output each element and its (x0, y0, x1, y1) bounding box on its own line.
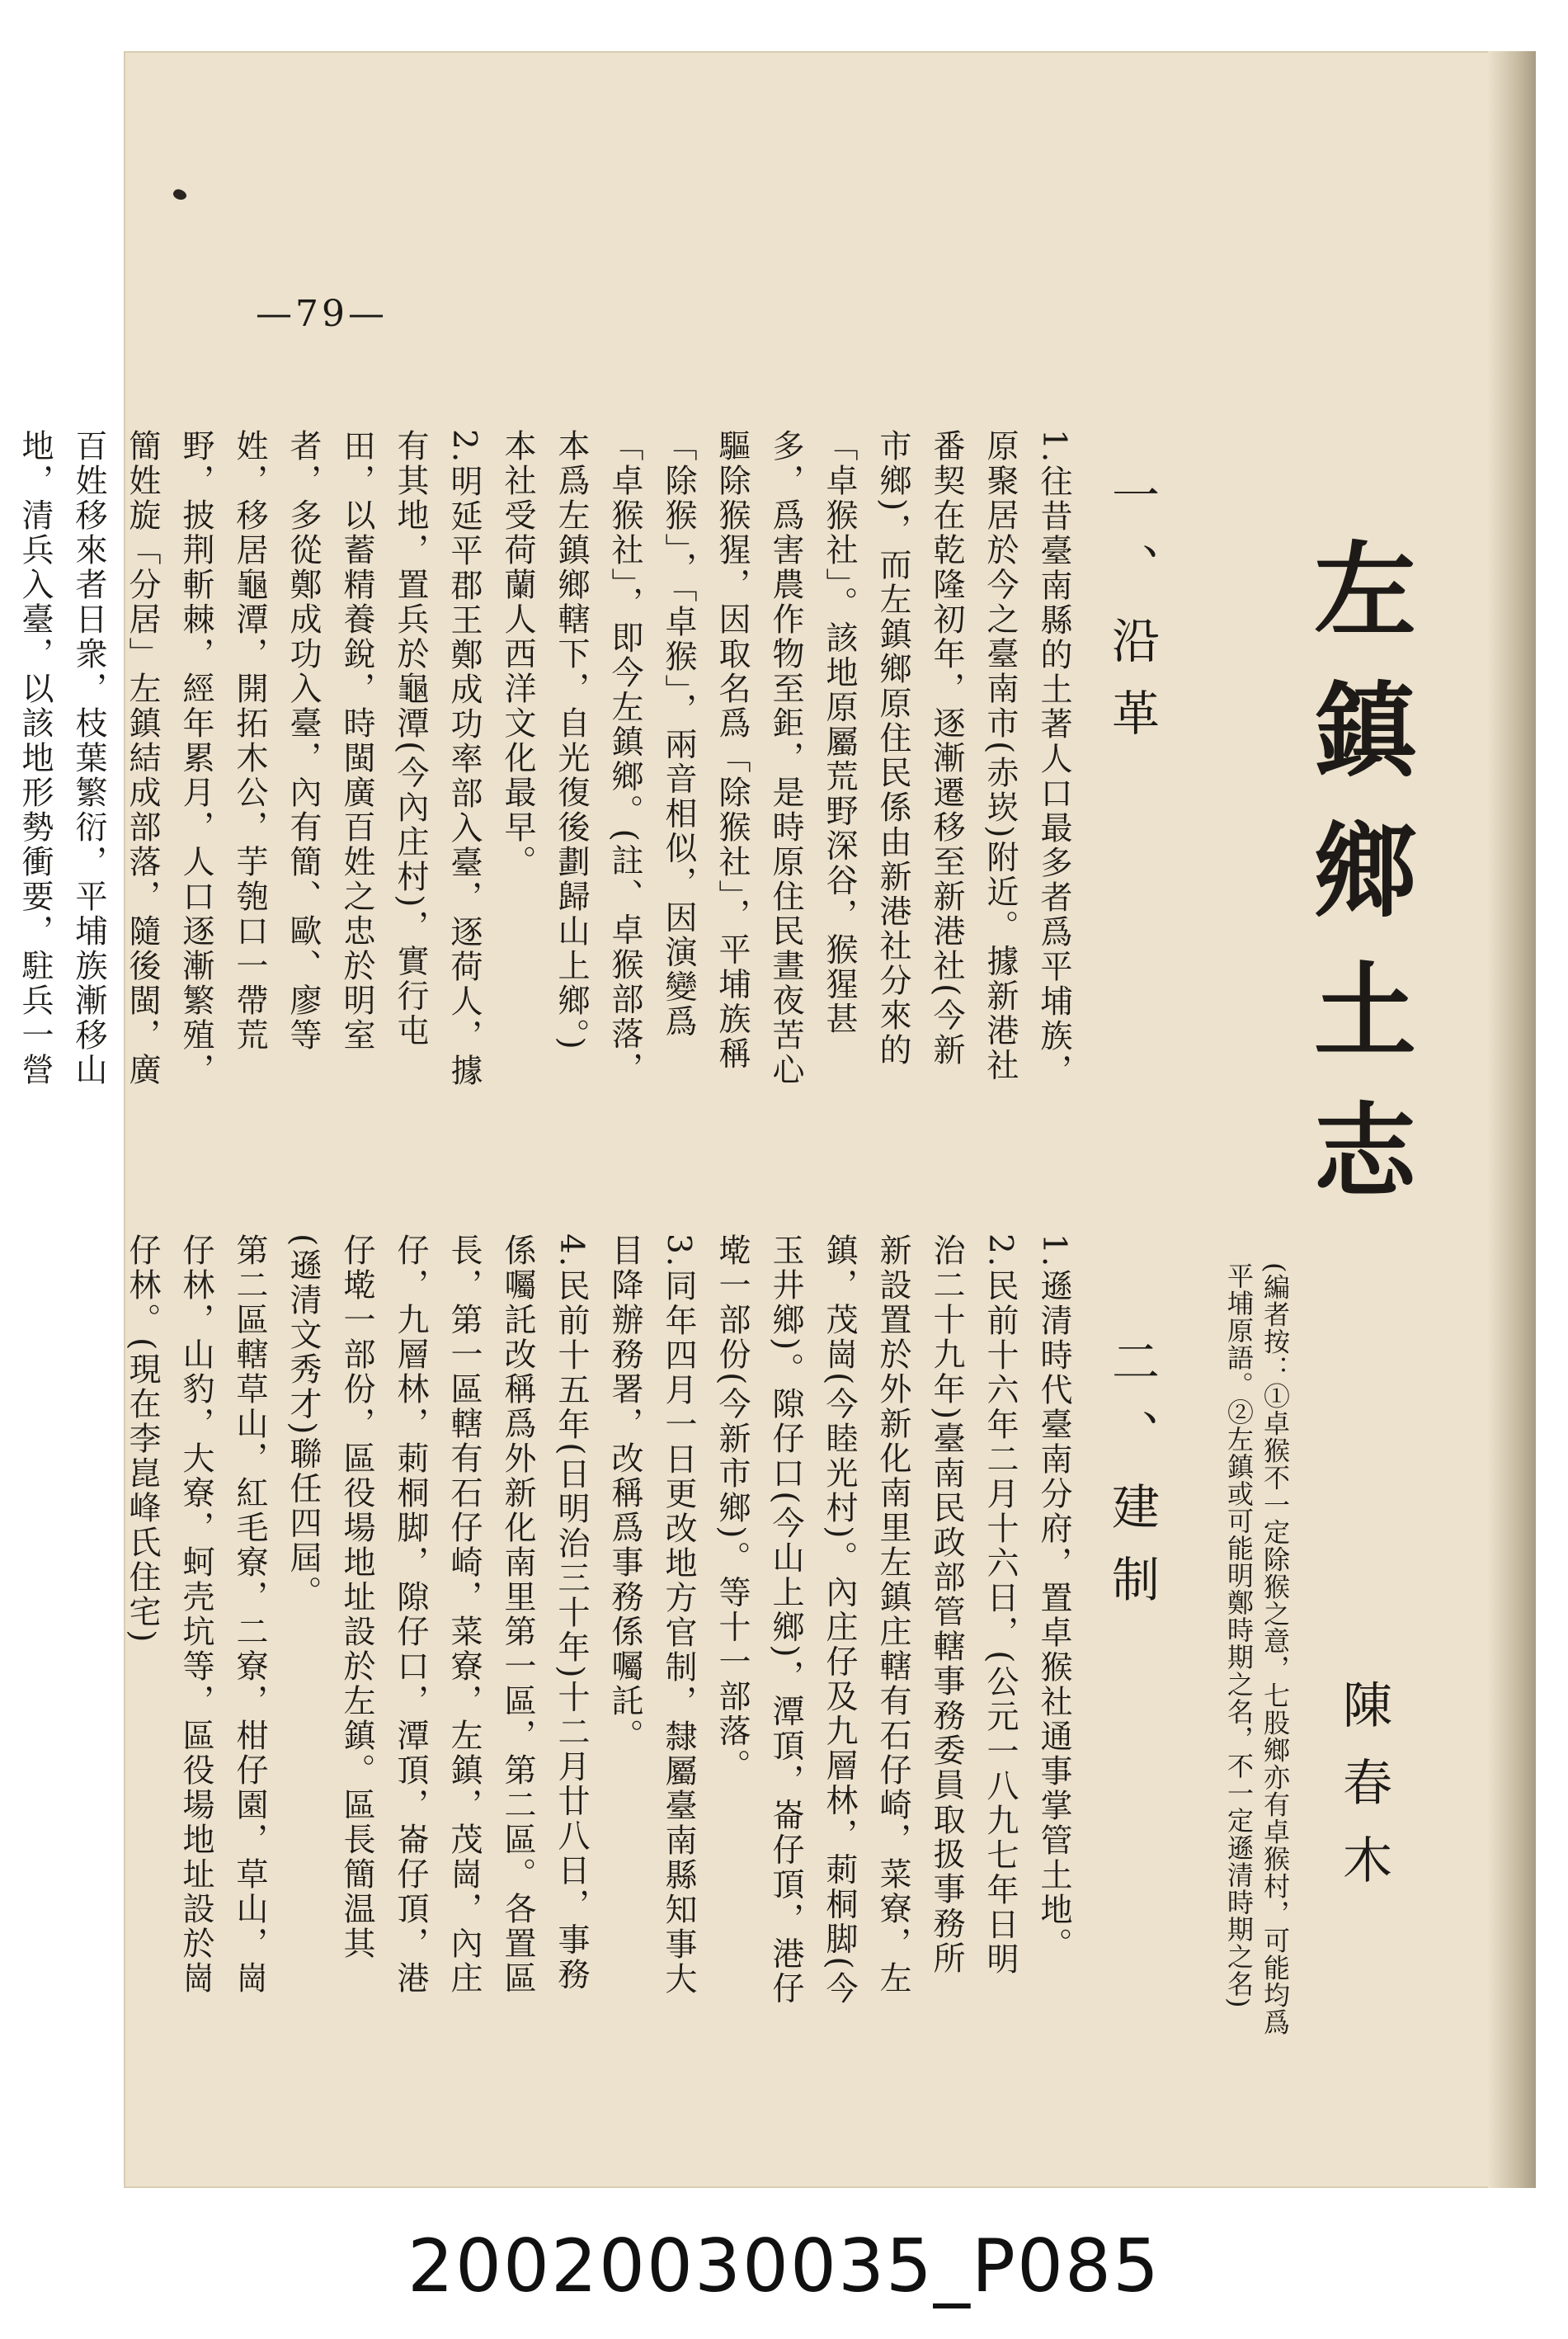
paragraph: 4.民前十五年(日明治三十年)十二月廿八日，事務係囑託改稱爲外新化南里第一區，第二區。各置區長，第一區轄有石仔崎，菜寮，左鎮，茂崗，內庄仔，九層林，莿桐脚，隙仔口，潭頂，崙仔頂，港仔墘一部份，區役場地址設於左鎮。區長簡温其(遜清文秀才)聯任四屆。 (285, 1233, 590, 1996)
paragraph: 第二區轄草山，紅毛寮，二寮，柑仔園，草山，崗仔林，山豹，大寮，蚵壳坑等，區役場地址設於崗仔林。(現在李崑峰氏住宅) (124, 1233, 268, 1996)
article-title: 左鎮鄉土志 (1297, 536, 1416, 1238)
paragraph: 3.同年四月一日更改地方官制，隸屬臺南縣知事大目降辦務署，改稱爲事務係囑託。 (606, 1233, 697, 1997)
paragraph: 1.遜清時代臺南分府，置卓猴社通事掌管土地。 (1035, 1233, 1072, 1963)
paragraph: 本社受荷蘭人西洋文化最早。 (499, 429, 536, 879)
editor-note: (編者按：①卓猴不一定除猴之意，七股鄉亦有卓猴村，可能均爲平埔原語。②左鎮或可能明鄭時期之名，不一定遜清時期之名) (1223, 1262, 1291, 2036)
paragraph: 2.明延平郡王鄭成功率部入臺，逐荷人，據有其地，置兵於龜潭(今內庄村)，實行屯田，以蓄精養銳，時閩廣百姓之忠於明室者，多從鄭成功入臺，內有簡、歐、廖等姓，移居龜潭，開拓木公，芋匏口一帶荒野，披荆斬棘，經年累月，人口逐漸繁殖，簡姓旋「分居」左鎮結成部落，隨後閩，廣百姓移來者日衆，枝葉繁衍，平埔族漸移山地，清兵入臺，以該地形勢衝要，駐兵一營 (16, 429, 483, 1089)
section-heading-system: 二、建制 (1104, 1337, 1160, 1627)
paragraph: 2.民前十六年二月十六日，(公元一八九七年日明治二十九年)臺南民政部管轄事務委員取扱事務所新設置於外新化南里左鎮庄轄有石仔崎，菜寮，左鎮，茂崗(今睦光村)。內庄仔及九層林，莿桐脚(今玉井鄉)。隙仔口(今山上鄉)，潭頂，崙仔頂，港仔墘一部份(今新市鄉)。等十一部落。 (713, 1233, 1019, 2007)
article-author: 陳春木 (1335, 1679, 1392, 1912)
paragraph: 1.往昔臺南縣的土著人口最多者爲平埔族，原聚居於今之臺南市(赤崁)附近。據新港社番契在乾隆初年，逐漸遷移至新港社(今新市鄉)，而左鎮鄉原住民係由新港社分來的「卓猴社」。該地原屬荒野深谷，猴猩甚多，爲害農作物至鉅，是時原住民晝夜苦心驅除猴猩，因取名爲「除猴社」，平埔族稱「除猴」，「卓猴」，兩音相似，因演變爲「卓猴社」，即今左鎮鄉。(註、卓猴部落，本爲左鎮鄉轄下，自光復後劃歸山上鄉。) (553, 429, 1072, 1089)
section-body-history (16, 429, 1081, 1089)
section-body-system (124, 1233, 1081, 2009)
page-number: —79— (256, 293, 388, 335)
page-gutter-shadow (1488, 51, 1536, 2188)
archive-caption: 20020030035_P085 (407, 2223, 1161, 2308)
section-heading-history: 一、沿革 (1104, 470, 1160, 761)
